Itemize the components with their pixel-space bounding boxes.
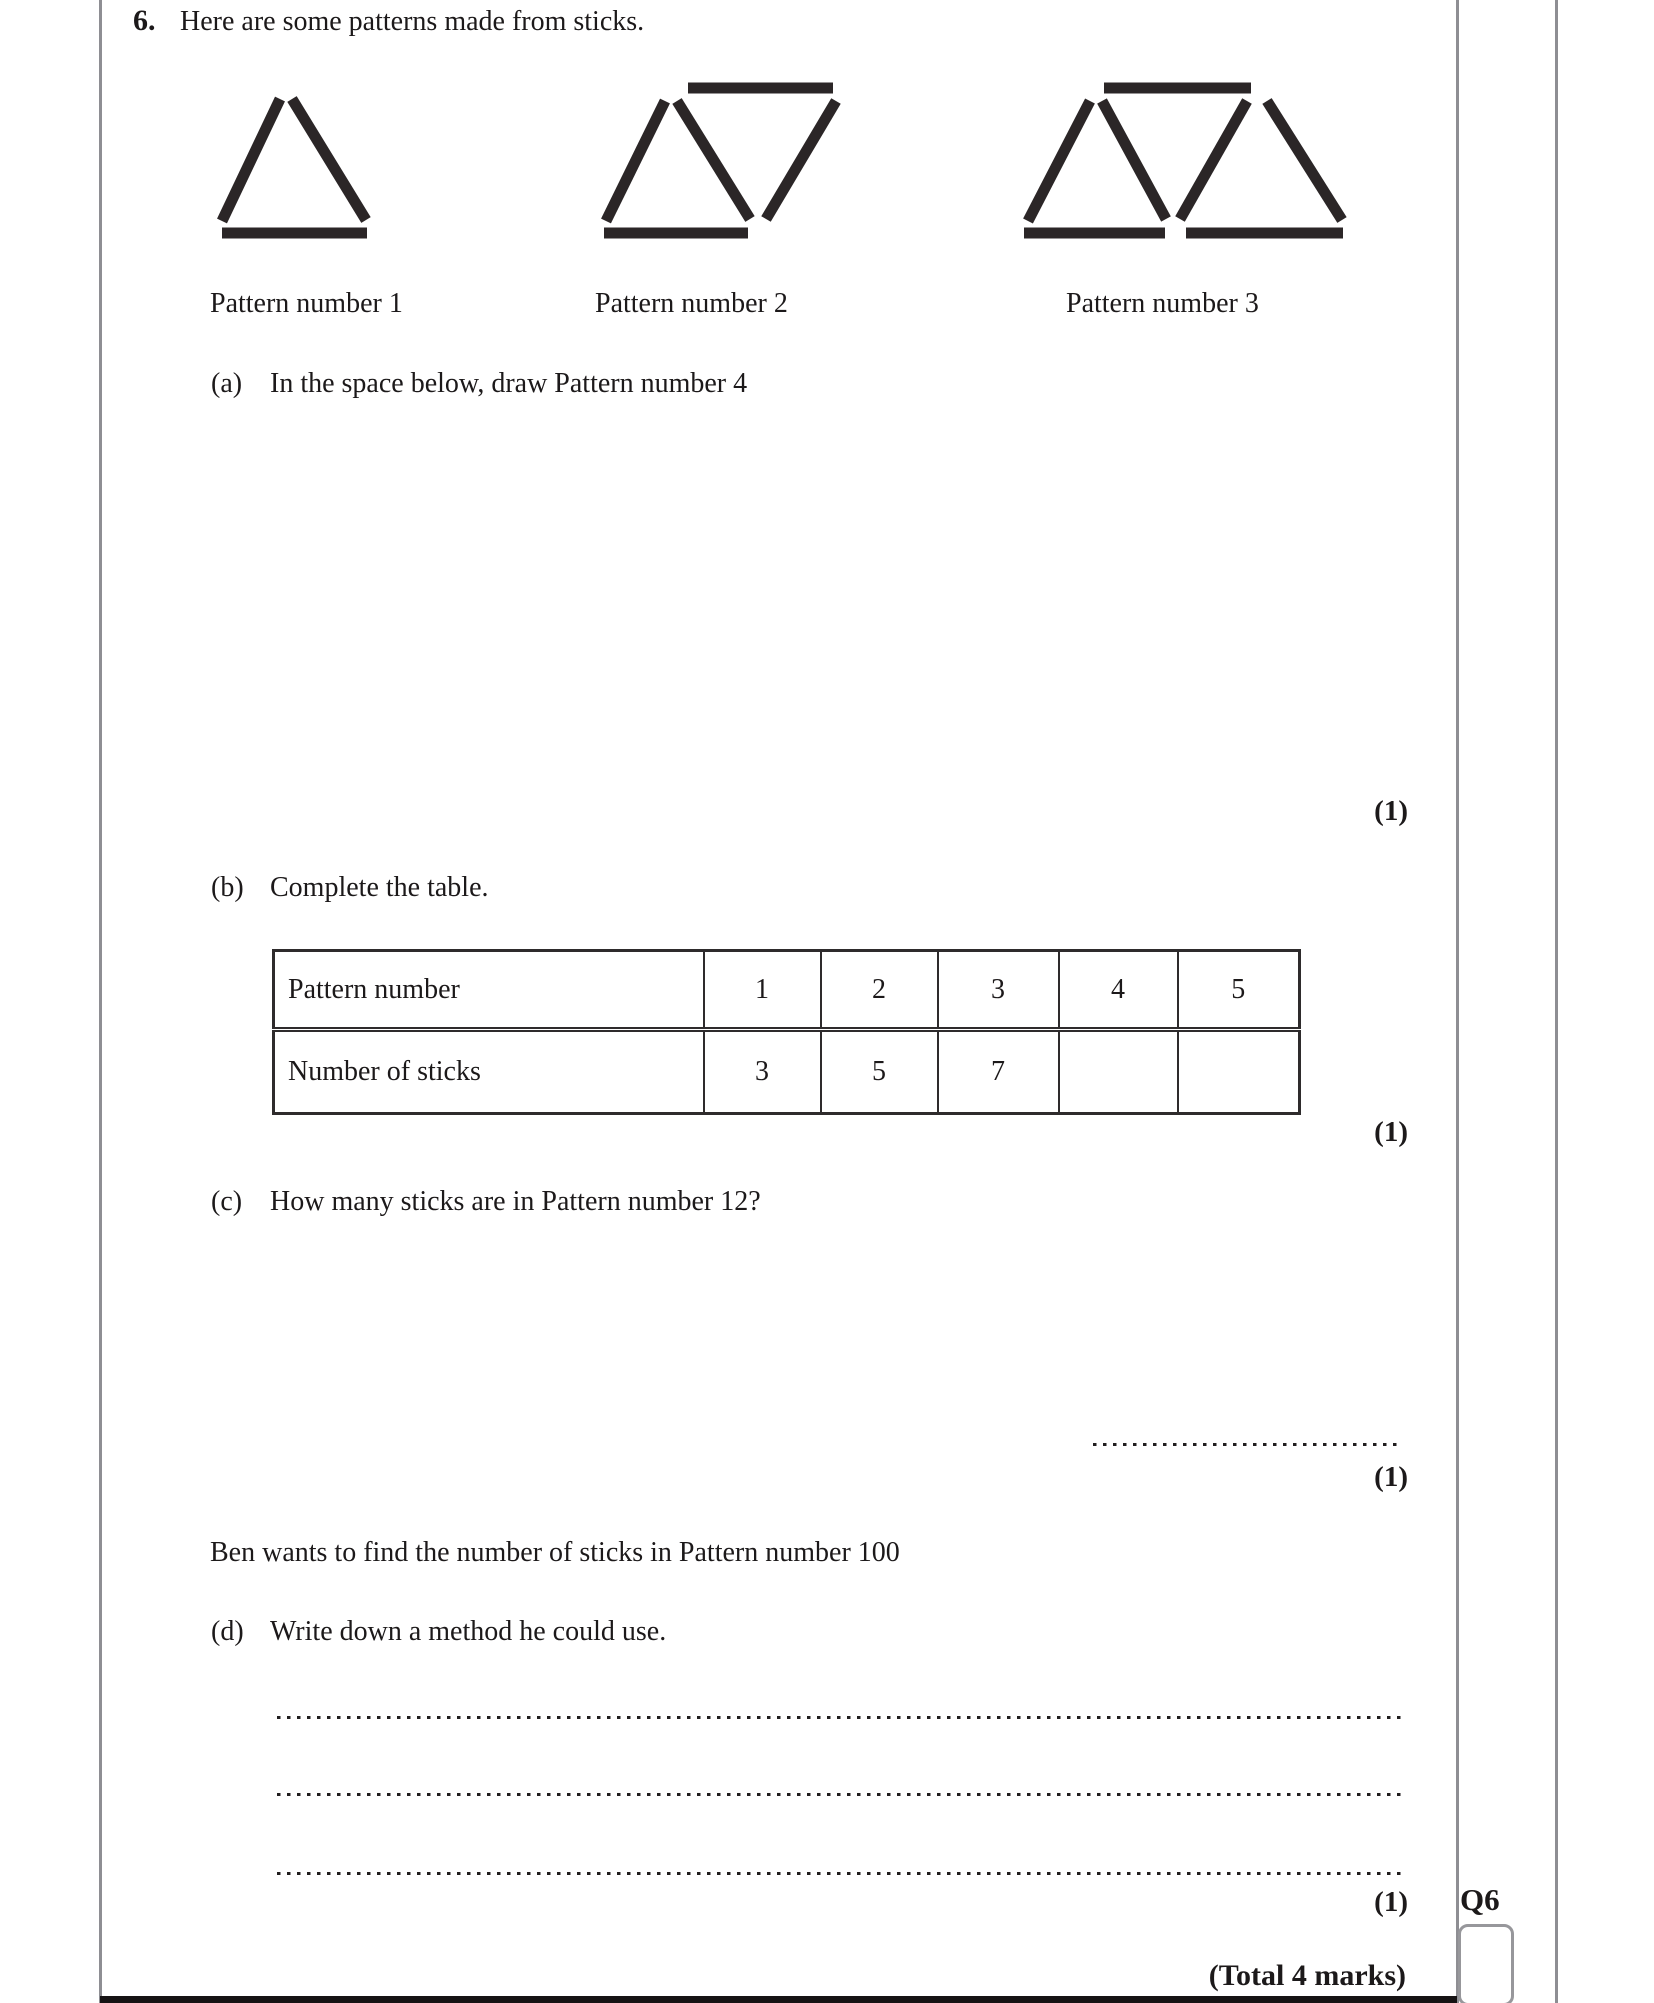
answer-line-part-d-3[interactable] xyxy=(277,1871,1407,1875)
part-a-marks: (1) xyxy=(1374,795,1408,827)
part-b-text: Complete the table. xyxy=(270,872,489,903)
pattern-2-sticks xyxy=(604,88,836,233)
pattern-number-cell-4: 4 xyxy=(1059,951,1178,1030)
sticks-answer-cell-4[interactable] xyxy=(1059,1030,1178,1114)
sticks-cell-1: 3 xyxy=(704,1030,821,1114)
stick xyxy=(1267,101,1342,220)
part-d-text: Write down a method he could use. xyxy=(270,1616,667,1647)
answer-line-part-d-2[interactable] xyxy=(277,1792,1407,1796)
right-edge-rule xyxy=(1555,0,1558,2003)
pattern-1-label: Pattern number 1 xyxy=(210,288,403,319)
page-bottom-divider xyxy=(100,1996,1457,2003)
answer-line-part-c[interactable] xyxy=(1093,1442,1398,1446)
ben-statement: Ben wants to find the number of sticks in Pattern number 100 xyxy=(210,1537,900,1568)
pattern-number-cell-5: 5 xyxy=(1178,951,1300,1030)
pattern-3-sticks xyxy=(1024,88,1343,233)
part-b-label: (b) xyxy=(211,872,244,903)
part-c-prompt xyxy=(211,1186,761,1218)
part-d-marks: (1) xyxy=(1374,1886,1408,1918)
pattern-4-drawing-space[interactable] xyxy=(211,420,1401,780)
part-a-text: In the space below, draw Pattern number 4 xyxy=(270,368,748,399)
answer-line-part-d-1[interactable] xyxy=(277,1715,1407,1719)
stick-patterns-figure xyxy=(0,0,1654,300)
stick xyxy=(677,101,750,219)
sticks-cell-3: 7 xyxy=(938,1030,1059,1114)
table-row-pattern-number xyxy=(274,951,1300,1030)
sticks-answer-cell-5[interactable] xyxy=(1178,1030,1300,1114)
part-b-prompt xyxy=(211,872,489,904)
pattern-number-cell-3: 3 xyxy=(938,951,1059,1030)
table-row-number-of-sticks xyxy=(274,1030,1300,1114)
stick xyxy=(292,99,366,220)
part-d-prompt xyxy=(211,1616,666,1648)
row-header-number-of-sticks: Number of sticks xyxy=(274,1030,704,1114)
stick xyxy=(1180,101,1247,219)
part-c-text: How many sticks are in Pattern number 12? xyxy=(270,1186,761,1217)
stick xyxy=(1028,101,1090,221)
question-ref-badge: Q6 xyxy=(1460,1882,1500,1917)
pattern-2-label: Pattern number 2 xyxy=(595,288,788,319)
total-marks: (Total 4 marks) xyxy=(1208,1959,1406,1992)
left-margin-rule xyxy=(99,0,102,2003)
part-a-prompt xyxy=(211,368,747,400)
part-c-label: (c) xyxy=(211,1186,243,1217)
part-a-label: (a) xyxy=(211,368,243,399)
part-c-marks: (1) xyxy=(1374,1461,1408,1493)
question-intro: Here are some patterns made from sticks. xyxy=(180,6,645,37)
pattern-1-sticks xyxy=(222,99,367,233)
pattern-number-cell-2: 2 xyxy=(821,951,938,1030)
stick xyxy=(222,99,280,221)
stick xyxy=(606,101,665,221)
question-number: 6. xyxy=(133,4,156,37)
examiner-score-box xyxy=(1458,1924,1514,2003)
pattern-3-label: Pattern number 3 xyxy=(1066,288,1259,319)
stick xyxy=(766,101,836,219)
part-b-marks: (1) xyxy=(1374,1116,1408,1148)
part-d-label: (d) xyxy=(211,1616,244,1647)
row-header-pattern-number: Pattern number xyxy=(274,951,704,1030)
pattern-table xyxy=(272,949,1301,1115)
sticks-cell-2: 5 xyxy=(821,1030,938,1114)
right-margin-rule xyxy=(1456,0,1459,2003)
pattern-number-cell-1: 1 xyxy=(704,951,821,1030)
stick xyxy=(1102,101,1166,219)
